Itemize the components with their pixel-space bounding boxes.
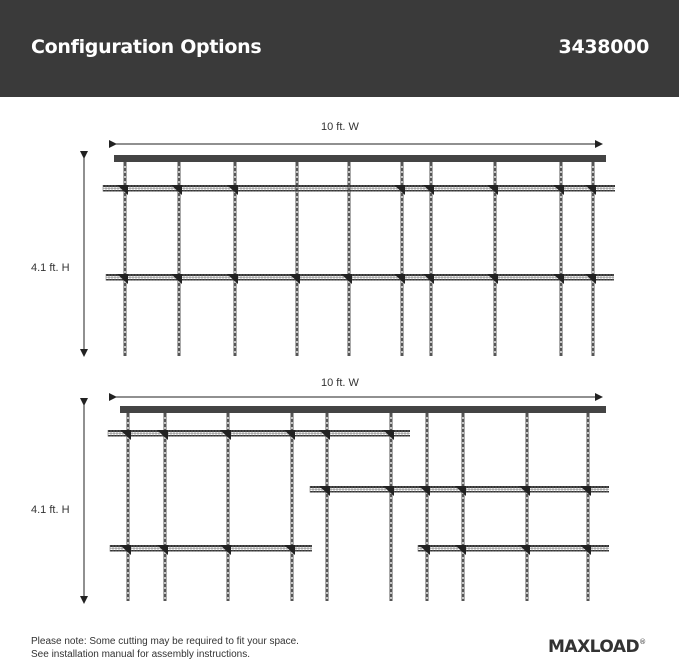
- note-line-2: See installation manual for assembly instructions.: [31, 649, 250, 660]
- wire-shelf: [310, 486, 609, 496]
- top-rail: [120, 406, 606, 413]
- configuration-1-drawing: [84, 144, 615, 356]
- note-line-1: Please note: Some cutting may be required to fit your space.: [31, 636, 299, 647]
- wire-shelf: [110, 545, 312, 555]
- wire-shelf: [418, 545, 609, 555]
- upright-standard: [587, 413, 590, 601]
- wire-shelf: [106, 274, 614, 284]
- upright-standard: [390, 413, 393, 601]
- registered-mark: ®: [639, 638, 646, 646]
- installation-note: [31, 635, 299, 661]
- maxload-logo: [548, 637, 646, 663]
- config-2-width-label: 10 ft. W: [321, 377, 359, 389]
- upright-standard: [326, 413, 329, 601]
- wire-shelf: [108, 430, 410, 440]
- upright-standard: [227, 413, 230, 601]
- page-title: Configuration Options: [31, 36, 262, 58]
- upright-standard: [462, 413, 465, 601]
- upright-standard: [426, 413, 429, 601]
- product-code: 3438000: [558, 36, 649, 58]
- top-rail: [114, 155, 606, 162]
- upright-standard: [127, 413, 130, 601]
- config-1-width-label: 10 ft. W: [321, 121, 359, 133]
- brand-name: MAXLOAD: [548, 637, 640, 657]
- upright-standard: [164, 413, 167, 601]
- config-2-height-label: 4.1 ft. H: [31, 504, 70, 516]
- upright-standard: [526, 413, 529, 601]
- config-1-height-label: 4.1 ft. H: [31, 262, 70, 274]
- configuration-2-drawing: [84, 397, 609, 603]
- upright-standard: [291, 413, 294, 601]
